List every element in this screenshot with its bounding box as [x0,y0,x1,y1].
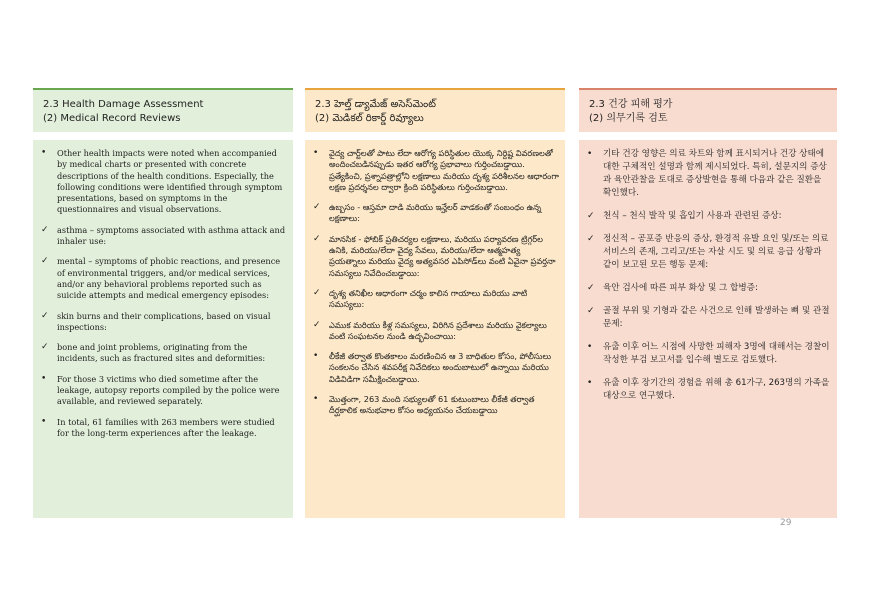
section-subtitle: (2) మెడికల్ రికార్డ్ రివ్యూలు [315,113,424,124]
list-item-text: వైద్య చార్ట్‌లతో పాటు లేదా ఆరోగ్య పరిస్థితుల యొక్క నిర్దిష్ట వివరణలతో అందించబడినప్పుడు ఇతర ఆరోగ్య ప్రభావాలు గుర్తించబడ్డాయి. ప్రత్యేకించి, ప్రశ్నాపత్రాల్లోని లక్షణాలు మరియు దృశ్య పరిశీలనల ఆధారంగా లక్షణ ప్రదర్శనల ద్వారా క్రింది పరిస్థితులు గుర్తించబడ్డాయి. [329,148,559,192]
list-item-text: మొత్తంగా, 263 మంది సభ్యులతో 61 కుటుంబాలు లీకేజీ తర్వాత దీర్ఘకాలిక అనుభవాల కోసం అధ్యయనం చేయబడ్డాయి [329,394,535,416]
list-item-text: 유출 이후 어느 시점에 사망한 피해자 3명에 대해서는 경찰이 작성한 부검 보고서를 입수해 별도로 검토했다. [603,342,830,365]
section-subtitle: (2) Medical Record Reviews [43,113,181,124]
list-item [585,210,831,223]
korean-column [579,88,837,401]
checkmark-icon: ✓ [313,319,321,330]
section-subtitle: (2) 의무기록 검토 [589,113,668,124]
list-item-text: 정신적 – 공포증 반응의 증상, 환경적 유발 요인 및/또는 의료 서비스의 존재, 그리고/또는 자살 시도 및 의료 응급 상황과 같이 보고된 모든 행동 문제: [603,234,829,270]
list-item [585,341,831,367]
list-item-text: asthma – symptoms associated with asthma attack and inhaler use: [57,224,286,247]
checkmark-icon: ✓ [587,283,595,293]
list-item [39,311,287,334]
section-title: 2.3 Health Damage Assessment [43,99,204,110]
list-item-text: skin burns and their complications, based on visual inspections: [57,310,271,332]
checkmark-icon: ✓ [41,224,49,235]
list-item [311,320,559,343]
bullet-list [39,148,287,439]
list-item-text: Other health impacts were noted when accompanied by medical charts or presented with concrete descriptions of the health conditions. Especially, the following conditions were identified through symptom presentations, based on symptoms in the questionnaires and visual observations. [57,148,283,215]
checkmark-icon: ✓ [587,234,595,244]
checkmark-icon: ✓ [587,211,595,221]
list-item-text: 골절 부위 및 기형과 같은 사건으로 인해 발생하는 뼈 및 관절 문제: [603,306,830,329]
column-header [305,88,565,132]
list-item [39,342,287,365]
list-item [311,288,559,311]
list-item [311,202,559,225]
list-item-text: In total, 61 families with 263 members were studied for the long-term experiences after the leakage. [57,416,275,438]
list-item-text: mental – symptoms of phobic reactions, and presence of environmental triggers, and/or medical services, and/or any behavioral problems reported such as suicide attempts and medical emergency episodes: [57,256,281,301]
checkmark-icon: ✓ [313,287,321,298]
checkmark-icon: ✓ [41,310,49,321]
column-header [579,88,837,132]
list-item [39,225,287,248]
column-body [305,140,565,518]
bullet-icon: • [313,148,319,158]
column-body [33,140,293,518]
list-item-text: దృశ్య తనిఖీల ఆధారంగా చర్మం కాలిన గాయాలు మరియు వాటి సమస్యలు: [329,287,528,310]
checkmark-icon: ✓ [313,233,321,244]
checkmark-icon: ✓ [41,342,49,353]
list-item-text: 유출 이후 장기간의 경험을 위해 총 61가구, 263명의 가족을 대상으로 연구했다. [603,378,830,401]
list-item-text: For those 3 victims who died sometime after the leakage, autopsy reports compiled by the police were available, and reviewed separately. [57,373,280,407]
list-item [585,233,831,272]
list-item [39,374,287,408]
bullet-list [311,148,559,417]
list-item [311,351,559,385]
checkmark-icon: ✓ [41,256,49,267]
list-item [39,256,287,301]
page-number: 29 [780,518,792,528]
section-title: 2.3 హెల్త్ డ్యామేజ్ అసెస్‌మెంట్ [315,99,436,110]
list-item [585,148,831,200]
list-item [311,234,559,279]
column-body [579,140,837,518]
bullet-icon: • [313,394,319,405]
list-item-text: bone and joint problems, originating from the incidents, such as fractured sites and deformities: [57,342,266,364]
section-title: 2.3 건강 피해 평가 [589,99,673,110]
list-item [39,417,287,440]
list-item [39,148,287,216]
list-item [585,282,831,295]
bullet-icon: • [587,378,593,388]
bullet-icon: • [41,148,47,158]
bullet-icon: • [587,149,593,159]
list-item [311,394,559,417]
english-column [33,88,293,438]
bullet-icon: • [41,416,47,427]
bullet-list [585,148,831,403]
list-item-text: ఎముక మరియు కీళ్ల సమస్యలు, విరిగిన ప్రదేశాలు మరియు వైకల్యాలు వంటి సంఘటనల నుండి ఉద్భవించాయి: [329,319,547,341]
list-item-text: లీకేజీ తర్వాత కొంతకాలం మరణించిన ఆ 3 బాధితుల కోసం, పోలీసులు సంకలనం చేసిన శవపరీక్ష నివేదికలు అందుబాటులో ఉన్నాయి మరియు విడివిడిగా సమీక్షించబడ్డాయి. [329,351,552,384]
checkmark-icon: ✓ [313,202,321,213]
list-item-text: 육안 검사에 따른 피부 화상 및 그 합병증: [603,283,758,293]
bullet-icon: • [587,342,593,352]
bullet-icon: • [313,351,319,362]
list-item-text: 천식 – 천식 발작 및 흡입기 사용과 관련된 증상: [603,211,782,221]
column-header [33,88,293,132]
list-item [311,148,559,193]
list-item-text: మానసిక - ఫోబిక్ ప్రతిచర్యల లక్షణాలు, మరియు పర్యావరణ ట్రిగ్గర్‌ల ఉనికి, మరియు/లేదా వైద్య సేవలు, మరియు/లేదా ఆత్మహత్య ప్రయత్నాలు మరియు వైద్య అత్యవసర ఎపిసోడ్‌లు వంటి ఏవైనా ప్రవర్తనా సమస్యలు నివేదించబడ్డాయి: [329,233,556,278]
list-item-text: 기타 건강 영향은 의료 차트와 함께 표시되거나 건강 상태에 대한 구체적인 설명과 함께 제시되었다. 특히, 설문지의 증상과 육안관찰을 토대로 증상발현을 통해 다음과 같은 질환을 확인했다. [603,149,827,198]
list-item [585,305,831,331]
bullet-icon: • [41,373,47,384]
checkmark-icon: ✓ [587,306,595,316]
list-item [585,377,831,403]
list-item-text: ఉబ్బసం - ఆస్తమా దాడి మరియు ఇన్హేలర్ వాడకంతో సంబంధం ఉన్న లక్షణాలు: [329,202,542,224]
telugu-column [305,88,565,416]
